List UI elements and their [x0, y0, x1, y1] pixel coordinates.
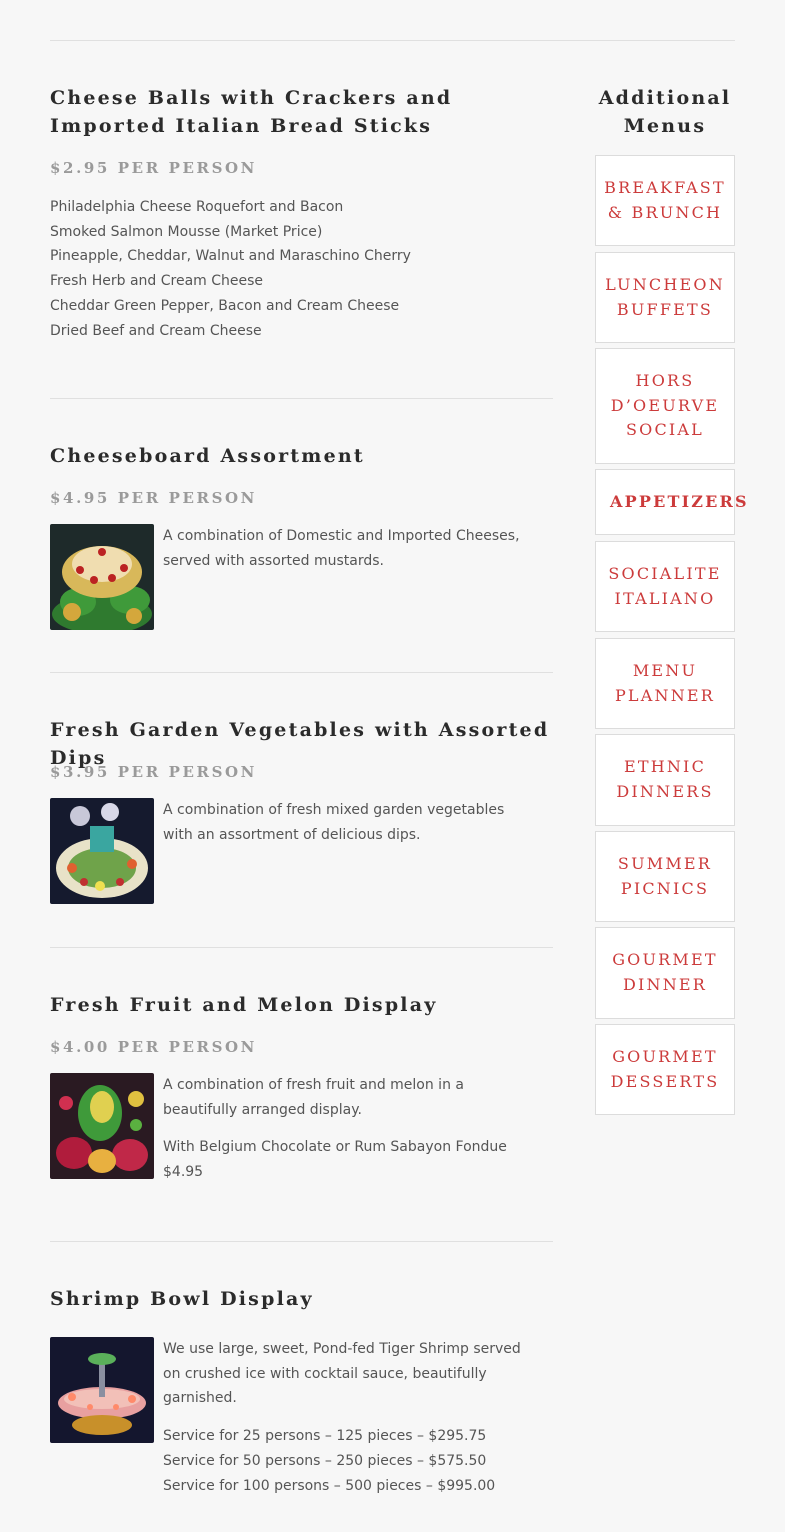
menu-section-shrimp	[50, 1242, 553, 1532]
menu-section-vegetables	[50, 673, 553, 948]
menu-link-label: APPETIZERS	[610, 491, 749, 511]
list-item: Smoked Salmon Mousse (Market Price)	[50, 223, 323, 240]
description-text: A combination of Domestic and Imported Cheeses, served with assorted mustards.	[163, 528, 520, 569]
section-price: $4.95 PER PERSON	[50, 489, 257, 507]
section-description	[163, 524, 535, 586]
section-title: Cheeseboard Assortment	[50, 445, 365, 467]
menu-link-menu-planner[interactable]	[595, 638, 735, 729]
menu-link-appetizers[interactable]	[595, 469, 749, 535]
section-description	[163, 798, 535, 860]
menu-section-cheese-balls	[50, 41, 553, 399]
menu-link-socialite-italiano[interactable]	[595, 541, 735, 632]
flavor-list	[50, 195, 411, 343]
menu-link-label: GOURMET DESSERTS	[610, 1046, 720, 1091]
menu-link-label: HORS D’OEURVE SOCIAL	[610, 370, 720, 440]
menu-link-hors-doeurve-social[interactable]	[595, 348, 735, 464]
section-title: Cheese Balls with Crackers and Imported Italian Bread Sticks	[50, 87, 453, 137]
service-list	[163, 1424, 535, 1498]
fondue-option: With Belgium Chocolate or Rum Sabayon Fondue $4.95	[163, 1139, 507, 1181]
list-item: Pineapple, Cheddar, Walnut and Maraschino Cherry	[50, 248, 411, 265]
menu-section-cheeseboard	[50, 399, 553, 673]
list-item: Cheddar Green Pepper, Bacon and Cream Cheese	[50, 297, 400, 314]
section-price: $3.95 PER PERSON	[50, 763, 257, 781]
section-description	[163, 1073, 535, 1198]
section-title: Fresh Garden Vegetables with Assorted Dips	[50, 719, 550, 769]
menu-link-label: GOURMET DINNER	[612, 950, 718, 994]
section-price: $4.00 PER PERSON	[50, 1038, 257, 1056]
list-item: Fresh Herb and Cream Cheese	[50, 273, 264, 290]
cheeseboard-photo	[50, 524, 154, 630]
menu-link-label: BREAKFAST & BRUNCH	[604, 177, 726, 222]
menu-link-label: LUNCHEON BUFFETS	[605, 274, 725, 319]
shrimp-photo	[50, 1337, 154, 1443]
service-option: Service for 25 persons – 125 pieces – $295.75	[163, 1428, 487, 1445]
section-title: Shrimp Bowl Display	[50, 1288, 314, 1310]
fruit-photo	[50, 1073, 154, 1179]
section-description	[163, 1337, 535, 1498]
menu-link-label: SOCIALITE ITALIANO	[608, 563, 722, 608]
section-price: $2.95 PER PERSON	[50, 159, 257, 177]
menu-link-label: ETHNIC DINNERS	[616, 757, 714, 801]
service-option: Service for 100 persons – 500 pieces – $995.00	[163, 1477, 496, 1494]
menu-link-luncheon-buffets[interactable]	[595, 252, 735, 343]
service-option: Service for 50 persons – 250 pieces – $575.50	[163, 1452, 487, 1469]
menu-link-gourmet-dinner[interactable]	[595, 927, 735, 1019]
list-item: Philadelphia Cheese Roquefort and Bacon	[50, 199, 344, 215]
menu-link-label: MENU PLANNER	[614, 660, 716, 705]
description-text: A combination of fresh fruit and melon in a beautifully arranged display.	[163, 1077, 464, 1118]
menu-section-fruit	[50, 948, 553, 1242]
sidebar-title: Additional Menus	[598, 87, 732, 137]
vegetables-photo	[50, 798, 154, 904]
description-text: We use large, sweet, Pond-fed Tiger Shrimp served on crushed ice with cocktail sauce, beautifully garnished.	[163, 1341, 521, 1407]
menu-link-breakfast-brunch[interactable]	[595, 155, 735, 246]
main-content	[50, 41, 553, 1532]
menu-link-summer-picnics[interactable]	[595, 831, 735, 922]
menu-link-ethnic-dinners[interactable]	[595, 734, 735, 826]
menu-link-gourmet-desserts[interactable]	[595, 1024, 735, 1115]
description-text: A combination of fresh mixed garden vegetables with an assortment of delicious dips.	[163, 802, 505, 843]
list-item: Dried Beef and Cream Cheese	[50, 322, 262, 339]
menu-link-label: SUMMER PICNICS	[617, 853, 713, 898]
section-title: Fresh Fruit and Melon Display	[50, 994, 438, 1016]
